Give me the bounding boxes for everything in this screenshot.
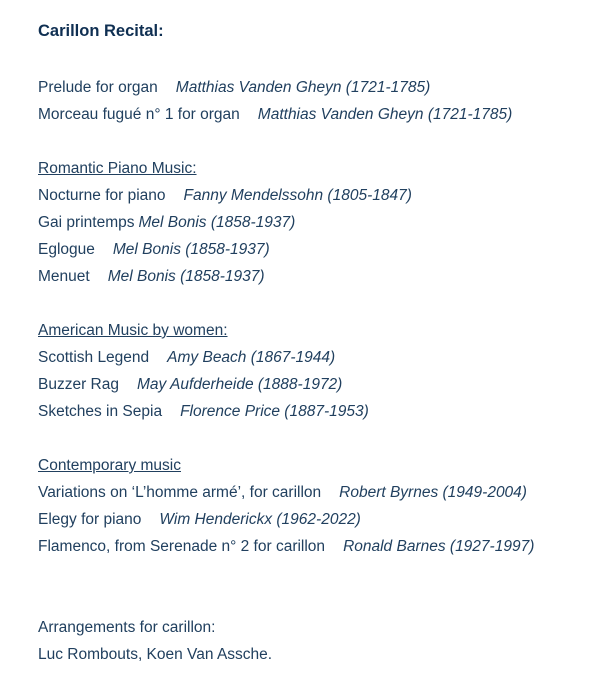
composer-name: Wim Henderickx (1962-2022) <box>159 511 361 528</box>
program-item <box>38 375 342 395</box>
composer-name: Mel Bonis (1858-1937) <box>107 268 265 285</box>
program-item <box>38 483 527 503</box>
program-item <box>38 402 369 422</box>
composer-name: Florence Price (1887-1953) <box>180 403 369 420</box>
program-item <box>38 105 512 125</box>
section-heading-american: American Music by women: <box>38 322 228 339</box>
program-item <box>38 186 412 206</box>
composer-name: Matthias Vanden Gheyn (1721-1785) <box>257 106 513 123</box>
composer-name: Mel Bonis (1858-1937) <box>112 241 270 258</box>
work-title: Variations on ‘L’homme armé’, for carillon <box>38 484 322 501</box>
program-item <box>38 213 295 233</box>
composer-name: Amy Beach (1867-1944) <box>167 349 336 366</box>
arrangers-names: Luc Rombouts, Koen Van Assche. <box>38 646 273 663</box>
program-item <box>38 240 270 260</box>
section-heading-romantic: Romantic Piano Music: <box>38 160 197 177</box>
work-title: Nocturne for piano <box>38 187 166 204</box>
work-title: Eglogue <box>38 241 95 258</box>
composer-name: Robert Byrnes (1949-2004) <box>339 484 527 501</box>
composer-name: May Aufderheide (1888-1972) <box>136 376 343 393</box>
composer-name: Mel Bonis (1858-1937) <box>138 214 296 231</box>
work-title: Scottish Legend <box>38 349 150 366</box>
composer-name: Ronald Barnes (1927-1997) <box>343 538 535 555</box>
work-title: Morceau fugué n° 1 for organ <box>38 106 240 123</box>
work-title: Menuet <box>38 268 90 285</box>
program-item <box>38 267 265 287</box>
composer-name: Matthias Vanden Gheyn (1721-1785) <box>175 79 431 96</box>
program-item <box>38 348 335 368</box>
work-title: Sketches in Sepia <box>38 403 163 420</box>
work-title: Elegy for piano <box>38 511 142 528</box>
program-item <box>38 78 430 98</box>
page-title: Carillon Recital: <box>38 22 164 40</box>
program-item <box>38 537 534 557</box>
arrangements-label: Arrangements for carillon: <box>38 619 216 636</box>
section-heading-contemporary: Contemporary music <box>38 457 181 474</box>
work-title: Gai printemps <box>38 214 135 231</box>
program-item <box>38 510 361 530</box>
work-title: Buzzer Rag <box>38 376 119 393</box>
work-title: Flamenco, from Serenade n° 2 for carillon <box>38 538 326 555</box>
composer-name: Fanny Mendelssohn (1805-1847) <box>183 187 412 204</box>
work-title: Prelude for organ <box>38 79 158 96</box>
